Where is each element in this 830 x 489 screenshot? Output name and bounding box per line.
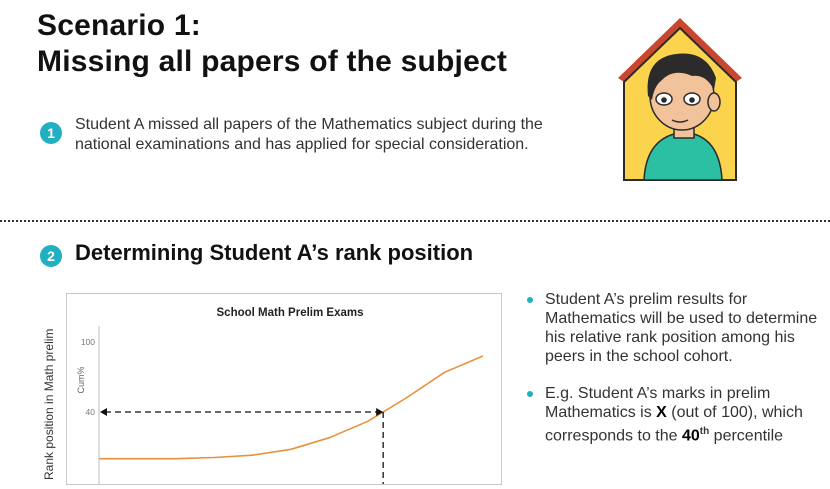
bullet-text-2-mid: (out of 100), which corresponds to the bbox=[545, 404, 803, 445]
chart-panel bbox=[66, 293, 502, 485]
step-2-badge: 2 bbox=[40, 245, 62, 267]
bullet-text-1: Student A’s prelim results for Mathematics will be used to determine his relative rank position among his peers in the school cohort. bbox=[545, 291, 818, 365]
step-1-text: Student A missed all papers of the Mathematics subject during the national examinations and has applied for special consideration. bbox=[75, 116, 543, 153]
bullet-text-2-prefix: E.g. Student A’s marks in prelim Mathematics is bbox=[545, 385, 771, 421]
section-divider bbox=[0, 220, 830, 222]
rank-value: 40 bbox=[681, 427, 700, 445]
student-in-house-icon bbox=[614, 14, 746, 186]
outer-y-axis-label: Rank position in Math prelim bbox=[42, 328, 56, 480]
title-line-1: Scenario 1: bbox=[37, 9, 201, 42]
section-heading: Determining Student A’s rank position bbox=[75, 240, 474, 265]
y-tick-label-40: 40 bbox=[85, 407, 95, 417]
explanation-list bbox=[527, 290, 827, 463]
rank-suffix: th bbox=[699, 426, 710, 437]
y-tick-label-100: 100 bbox=[80, 337, 95, 347]
page-title bbox=[37, 8, 507, 80]
cumulative-line bbox=[99, 356, 483, 459]
score-variable: X bbox=[656, 404, 667, 421]
step-1-badge: 1 bbox=[40, 122, 62, 144]
chart-title: School Math Prelim Exams bbox=[216, 307, 364, 319]
list-item bbox=[527, 290, 827, 366]
inner-y-axis-label: Cum% bbox=[76, 366, 86, 394]
cumulative-chart bbox=[67, 294, 501, 484]
title-line-2: Missing all papers of the subject bbox=[37, 45, 508, 78]
bullet-dot bbox=[527, 297, 533, 303]
list-item bbox=[527, 384, 827, 445]
bullet-dot bbox=[527, 391, 533, 397]
bullet-text-2-suffix: percentile bbox=[709, 427, 784, 445]
marker-arrow-left bbox=[100, 408, 107, 416]
